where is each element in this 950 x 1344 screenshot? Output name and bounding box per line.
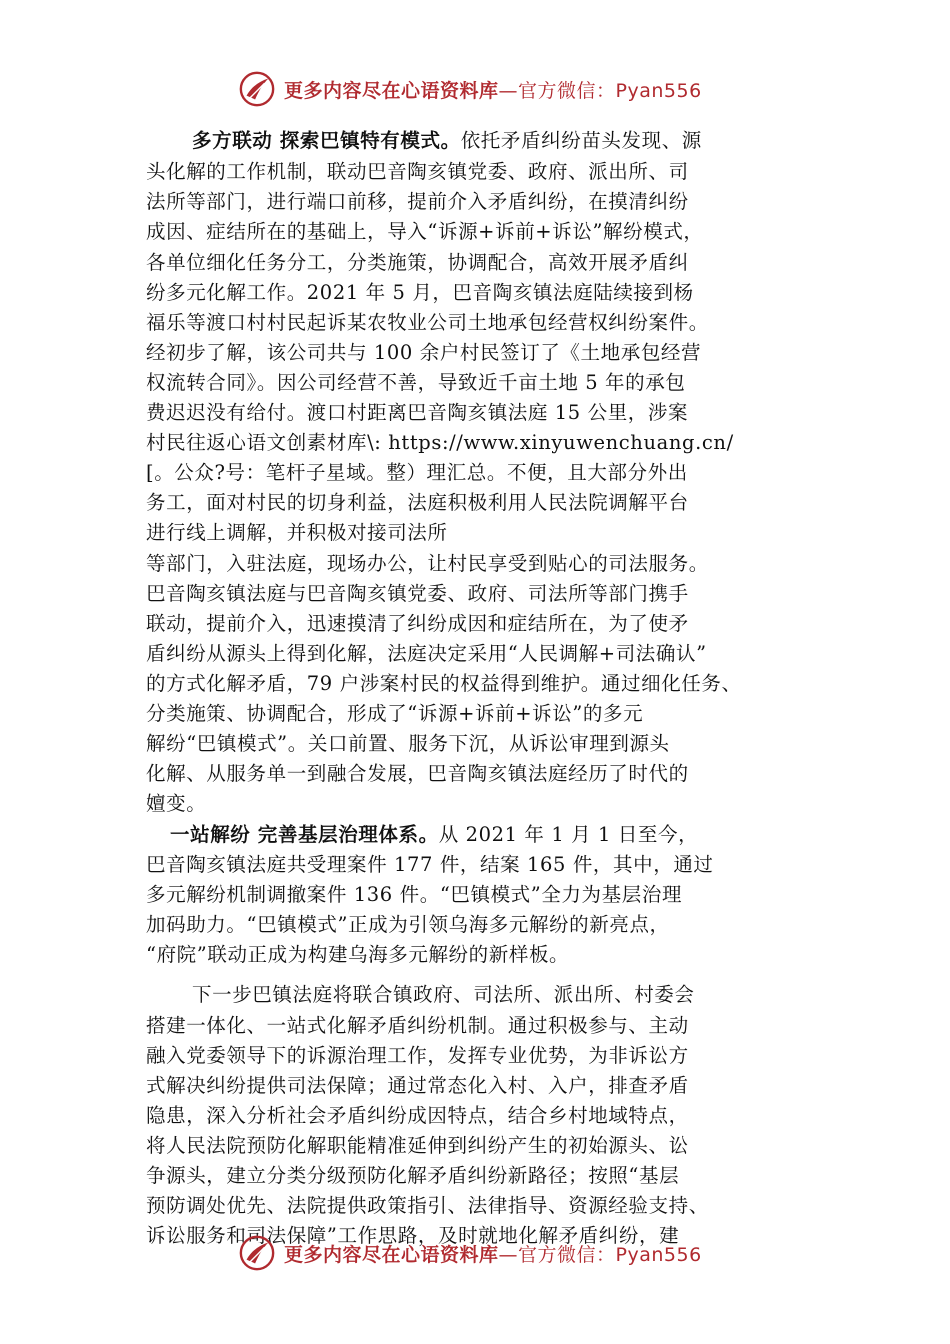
banner-prefix: 更多内容尽在心语资料库 [284, 79, 499, 102]
text-line: 融入党委领导下的诉源治理工作，发挥专业优势，为非诉讼方 [146, 1044, 689, 1067]
text-line: 权流转合同》。因公司经营不善，导致近千亩土地 5 年的承包 [146, 371, 686, 394]
text-line: 巴音陶亥镇法庭共受理案件 177 件，结案 165 件，其中，通过 [146, 853, 714, 876]
text-line: “府院”联动正成为构建乌海多元解纷的新样板。 [146, 943, 570, 966]
text-line: 诉讼服务和司法保障”工作思路，及时就地化解矛盾纠纷，建 [146, 1224, 680, 1247]
text-line: 预防调处优先、法院提供政策指引、法律指导、资源经验支持、 [146, 1194, 709, 1217]
text-line: 加码助力。“巴镇模式”正成为引领乌海多元解纷的新亮点， [146, 913, 670, 936]
text-line: 头化解的工作机制，联动巴音陶亥镇党委、政府、派出所、司 [146, 160, 689, 183]
text-line: 多方联动 探索巴镇特有模式。依托矛盾纠纷苗头发现、源 [192, 129, 702, 152]
text-line: 务工，面对村民的切身利益，法庭积极利用人民法院调解平台 [146, 491, 689, 514]
text-line: 多元解纷机制调撤案件 136 件。“巴镇模式”全力为基层治理 [146, 883, 683, 906]
banner-prefix: 更多内容尽在心语资料库 [284, 1243, 499, 1266]
text-line: 盾纠纷从源头上得到化解，法庭决定采用“人民调解+司法确认” [146, 642, 707, 665]
text-line: 巴音陶亥镇法庭与巴音陶亥镇党委、政府、司法所等部门携手 [146, 582, 689, 605]
text-line: 福乐等渡口村村民起诉某农牧业公司土地承包经营权纠纷案件。 [146, 311, 709, 334]
text-line: 成因、症结所在的基础上，导入“诉源+诉前+诉讼”解纷模式， [146, 220, 704, 243]
text-line: 经初步了解，该公司共与 100 余户村民签订了《土地承包经营 [146, 341, 702, 364]
footer-banner [238, 1232, 798, 1274]
banner-suffix: —官方微信：Pyan556 [498, 79, 702, 102]
text-line: 争源头，建立分类分级预防化解矛盾纠纷新路径；按照“基层 [146, 1164, 680, 1187]
logo-icon [238, 70, 276, 108]
text-line: 隐患，深入分析社会矛盾纠纷成因特点，结合乡村地域特点， [146, 1104, 689, 1127]
text-line: 将人民法院预防化解职能精准延伸到纠纷产生的初始源头、讼 [146, 1134, 689, 1157]
text-line: 式解决纠纷提供司法保障；通过常态化入村、入户，排查矛盾 [146, 1074, 689, 1097]
text-line: 各单位细化任务分工，分类施策，协调配合，高效开展矛盾纠 [146, 251, 689, 274]
banner-text [284, 76, 702, 103]
text-line: 解纷“巴镇模式”。关口前置、服务下沉，从诉讼审理到源头 [146, 732, 670, 755]
text-line: 进行线上调解，并积极对接司法所 [146, 521, 448, 544]
text-line: [。公众?号：笔杆子星域。整）理汇总。不便，且大部分外出 [146, 461, 688, 484]
text-line: 下一步巴镇法庭将联合镇政府、司法所、派出所、村委会 [192, 983, 695, 1006]
text-line: 费迟迟没有给付。渡口村距离巴音陶亥镇法庭 15 公里，涉案 [146, 401, 689, 424]
text-line: 一站解纷 完善基层治理体系。从 2021 年 1 月 1 日至今， [170, 823, 699, 846]
section-heading: 多方联动 探索巴镇特有模式。 [192, 129, 461, 152]
text-line: 嬗变。 [146, 792, 207, 815]
text-line: 化解、从服务单一到融合发展，巴音陶亥镇法庭经历了时代的 [146, 762, 689, 785]
text-line: 法所等部门，进行端口前移，提前介入矛盾纠纷，在摸清纠纷 [146, 190, 689, 213]
text-line: 村民往返心语文创素材库\: https://www.xinyuwenchuang.cn/ [146, 431, 734, 454]
text-line: 的方式化解矛盾，79 户涉案村民的权益得到维护。通过细化任务、 [146, 672, 742, 695]
header-banner [238, 68, 798, 110]
section-heading: 一站解纷 完善基层治理体系。 [170, 823, 439, 846]
banner-suffix: —官方微信：Pyan556 [498, 1243, 702, 1266]
banner-text [284, 1240, 702, 1267]
text-line: 纷多元化解工作。2021 年 5 月，巴音陶亥镇法庭陆续接到杨 [146, 281, 694, 304]
text-line: 等部门，入驻法庭，现场办公，让村民享受到贴心的司法服务。 [146, 552, 709, 575]
text-line: 搭建一体化、一站式化解矛盾纠纷机制。通过积极参与、主动 [146, 1014, 689, 1037]
text-line: 分类施策、协调配合，形成了“诉源+诉前+诉讼”的多元 [146, 702, 644, 725]
logo-icon [238, 1234, 276, 1272]
text-line: 联动，提前介入，迅速摸清了纠纷成因和症结所在，为了使矛 [146, 612, 689, 635]
